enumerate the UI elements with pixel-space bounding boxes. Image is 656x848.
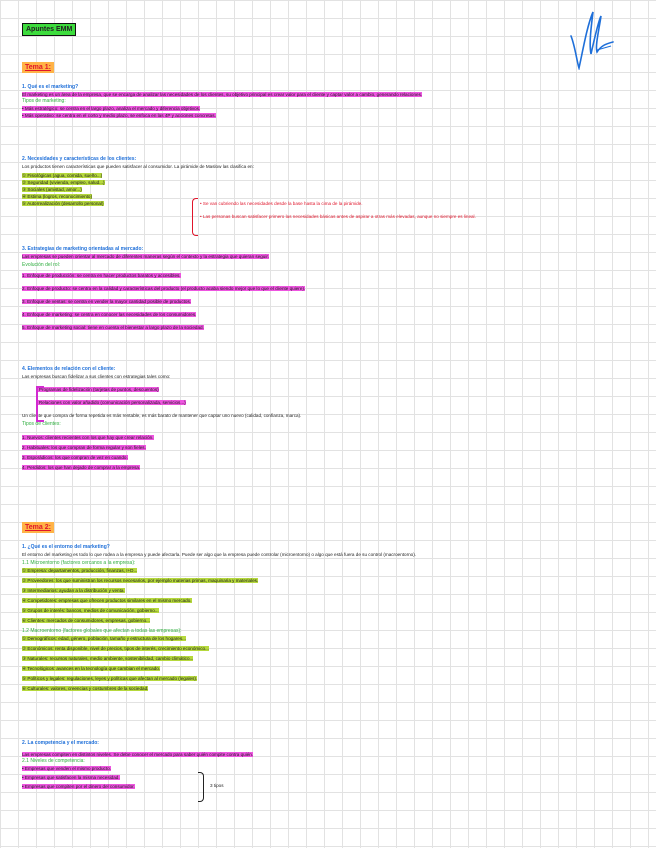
list-item: ⑥ Culturales: valores, creencias y costumbres de la sociedad. <box>22 686 149 691</box>
list-item: 3. Enfoque de ventas: se centra en vender la mayor cantidad posible de productos. <box>22 299 192 304</box>
tema1-label: Tema 1: <box>22 62 54 73</box>
page <box>22 18 640 36</box>
section-heading: 2. Necesidades y características de los clientes: <box>22 156 137 162</box>
signature-icon <box>565 6 615 70</box>
list-item: ④ Competidores: empresas que ofrecen productos similares en el mismo mercado. <box>22 598 192 603</box>
list-item: ③ Sociales (amistad, amor...) <box>22 187 82 192</box>
list-item: ④ Estima (logros, reconocimiento) <box>22 194 92 199</box>
bracket <box>36 386 44 422</box>
section-heading: 3. Estrategias de marketing orientadas al mercado: <box>22 246 144 252</box>
section-heading: 1. ¿Qué es el entorno del marketing? <box>22 544 110 550</box>
subheading: Evolución del rol: <box>22 262 61 268</box>
list-item: 5. Enfoque de marketing social: tiene en cuenta el bienestar a largo plazo de la sociedad. <box>22 325 204 330</box>
list-item: ② Económicos: renta disponible, nivel de precios, tipos de interés, crecimiento económico... <box>22 646 209 651</box>
list-item: • Empresas que compiten por el dinero del consumidor. <box>22 784 135 789</box>
tema1-section1 <box>22 84 642 119</box>
note-line: • Se van cubriendo las necesidades desde la base hasta la cima de la pirámide. <box>200 201 363 206</box>
list-item: 2. Habituales: los que compran de forma regular y son fieles. <box>22 445 146 450</box>
list-item: 2. Enfoque de producto: se centra en la calidad y características del producto (el producto acaba siendo mejor que lo que el cliente quiere). <box>22 286 306 291</box>
list-item: 3. Esporádicos: los que compran de vez en cuando. <box>22 455 128 460</box>
side-note <box>200 200 630 220</box>
list-item: ③ Naturales: recursos naturales, medio ambiente, sostenibilidad, cambio climático... <box>22 656 194 661</box>
tema2-section1 <box>22 544 642 692</box>
section-heading: 4. Elementos de relación con el cliente: <box>22 366 116 372</box>
side-label: 3 tipos <box>210 783 224 788</box>
list-item: • Empresas que venden el mismo producto. <box>22 766 111 771</box>
bullet-item: • Programas de fidelización (tarjetas de puntos, descuentos) <box>36 387 159 392</box>
note-line: • Las personas buscan satisfacer primero las necesidades básicas antes de aspirar a otras más elevadas, aunque no siempre es lineal. <box>200 214 476 219</box>
brace <box>192 198 198 236</box>
list-item: ② Seguridad (vivienda, empleo, salud...) <box>22 180 105 185</box>
list-item: • Empresas que satisfacen la misma necesidad. <box>22 775 120 780</box>
subheading: 2.1 Niveles de competencia: <box>22 758 85 764</box>
section-heading: 2. La competencia y el mercado: <box>22 740 99 746</box>
subheading: Tipos de marketing: <box>22 98 66 104</box>
tema2-section2 <box>22 740 642 790</box>
bullet-item: • Más operativo: se centra en el corto y medio plazo, se enfoca en las 4P y acciones concretas. <box>22 113 216 118</box>
list-item: 1. Nuevos: clientes recientes con los que hay que crear relación. <box>22 435 154 440</box>
bullet-item: • Más estratégico: se centra en el largo plazo, analiza el mercado y diferencia objetivos. <box>22 106 201 111</box>
subheading: 1.1 Microentorno (factores cercanos a la empresa): <box>22 560 136 566</box>
section-heading: 1. Qué es el marketing? <box>22 84 79 90</box>
paragraph: Un cliente que compra de forma repetida es más rentable, es más barato de mantener que captar uno nuevo (calidad, confianza, marca). <box>22 413 302 418</box>
list-item: ② Proveedores: los que suministran los recursos necesarios, por ejemplo materias primas, maquinaria y materiales. <box>22 578 259 583</box>
paragraph: Los productos tienen características que pueden satisfacer al consumidor. La pirámide de Maslow las clasifica en: <box>22 164 254 169</box>
list-item: 1. Enfoque de producción: se centra en hacer productos baratos y accesibles. <box>22 273 181 278</box>
list-item: 4. Enfoque de marketing: se centra en conocer las necesidades de los consumidores. <box>22 312 197 317</box>
list-item: ⑤ Autorrealización (desarrollo personal) <box>22 201 104 206</box>
paragraph: El entorno del marketing es todo lo que rodea a la empresa y puede afectarla. Puede ser algo que la empresa puede controlar (microentorno) o algo que está fuera de su control (macroentorno). <box>22 552 417 557</box>
subheading: 1.2 Macroentorno (factores globales que afectan a todas las empresas): <box>22 628 182 634</box>
paragraph: Las empresas compiten en distintos niveles. Se debe conocer el mercado para saber quién compite contra quién. <box>22 752 254 757</box>
list-item: ③ Intermediarios: ayudan a la distribución y venta. <box>22 588 125 593</box>
list-item: ① Empresa: departamentos, producción, finanzas, I+D... <box>22 568 138 573</box>
brace <box>198 772 204 802</box>
list-item: ⑥ Clientes: mercados de consumidores, empresas, gobierno... <box>22 618 150 623</box>
paragraph: El marketing es un área de la empresa, que se encarga de analizar las necesidades de los clientes, su objetivo principal es crear valor para el cliente y captar valor a cambio, generando relaciones. <box>22 92 423 97</box>
list-item: ① Fisiológicas (agua, comida, sueño...) <box>22 173 103 178</box>
tema1-section4 <box>22 366 642 471</box>
bullet-item: • Relaciones con valor añadido (comunicación personalizada, servicios...) <box>36 400 186 405</box>
paragraph: Las empresas se pueden orientar al mercado de diferentes maneras según el contexto y la estrategia que quieran seguir. <box>22 254 269 259</box>
list-item: ④ Tecnológicos: avances en la tecnología que cambian el mercado. <box>22 666 161 671</box>
tema1-section3 <box>22 246 642 331</box>
list-item: ① Demográficos: edad, género, población, tamaño y estructura de los hogares... <box>22 636 186 641</box>
tema2-label: Tema 2: <box>22 522 54 533</box>
page-title: Apuntes EMM <box>22 23 76 36</box>
list-item: 4. Perdidos: los que han dejado de comprar a la empresa. <box>22 465 141 470</box>
paragraph: Las empresas buscan fidelizar a sus clientes con estrategias tales como: <box>22 374 171 379</box>
list-item: ⑤ Grupos de interés: bancos, medios de comunicación, gobierno... <box>22 608 159 613</box>
subheading: Tipos de clientes: <box>22 421 61 427</box>
list-item: ⑤ Políticos y legales: regulaciones, leyes y políticas que afectan al mercado (legales). <box>22 676 198 681</box>
